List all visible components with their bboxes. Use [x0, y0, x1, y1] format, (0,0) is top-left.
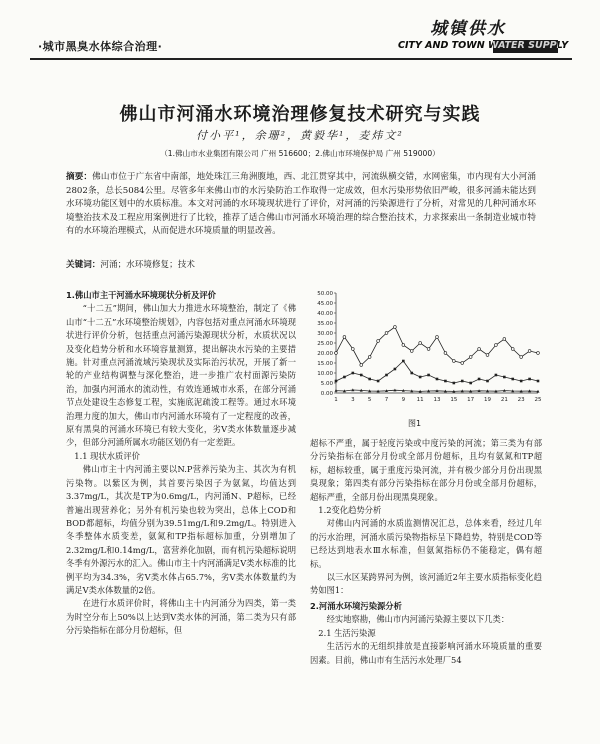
x-tick-label: 25 [534, 397, 542, 403]
article-authors: 付小平¹，余珊²，黄毅华¹，麦炜文² [196, 129, 404, 142]
data-point [351, 348, 354, 351]
paragraph-6: 以三水区某跨界河为例，该河涌近2年主要水质指标变化趋势如图1： [310, 572, 542, 596]
section-tag: ·城市黑臭水体综合治理· [38, 40, 163, 53]
data-point [335, 352, 338, 355]
data-point [528, 350, 531, 353]
y-tick-label: 10.00 [317, 371, 333, 377]
subsection-heading-1-1: 1.1 现状水质评价 [74, 450, 140, 461]
data-point [368, 378, 371, 381]
paragraph-1: “十二五”期间，佛山加大力推进水环境整治，制定了《佛山市“十二五”水环境整治规划》，内容包括对重点河涌水环境现状进行评价分析，包括重点河涌污染源现状分析，水质状况以及变化趋势分析和水环境容量测算，提出解决水污染的主要措施。针对重点河涌流域污染现状及实际治污状况，开展了新一轮的产业结构调整与深化整治，进一步推广农村面源污染防治，加强内河涌水的流动性，有效连通城市水系，在部分河涌节点处建设生态修复工程，实施底泥疏浚工程等。通过水环境治理力度的加大，佛山市内河涌水环境有了一定程度的改善，原有黑臭的河涌水环境已有较大变化，劣Ⅴ类水体数量逐步减少，但部分河涌所属水功能区划仍有一定差距。 [66, 303, 296, 448]
keywords [66, 258, 195, 270]
data-point [402, 360, 405, 363]
data-point [495, 374, 498, 377]
data-point [461, 380, 464, 383]
data-point [377, 380, 380, 383]
paragraph-3: 在进行水质评价时，将佛山主十内河涌分为四类，第一类为时空分布上50%以上达到Ⅴ类水体的河涌，第二类为只有部分污染指标在部分月份超标，但 [66, 598, 296, 636]
data-point [478, 378, 481, 381]
subsection-heading-1-2: 1.2变化趋势分析 [318, 505, 382, 516]
data-point [486, 354, 489, 357]
keywords-text: 河涌；水环境修复；技术 [100, 260, 195, 270]
data-point [486, 380, 489, 383]
data-point [436, 378, 439, 381]
series-line-cod [336, 327, 538, 365]
abstract [66, 171, 536, 239]
keywords-label: 关键词： [66, 260, 101, 270]
data-point [495, 344, 498, 347]
y-tick-label: 45.00 [317, 301, 333, 307]
data-point [537, 352, 540, 355]
data-point [419, 376, 422, 379]
x-tick-label: 17 [467, 397, 475, 403]
data-point [394, 326, 397, 329]
x-tick-label: 23 [517, 397, 525, 403]
journal-logo-cn: 城镇供水 [430, 19, 506, 39]
y-tick-label: 5.00 [320, 381, 333, 387]
data-point [394, 368, 397, 371]
paragraph-7: 经实地察勘，佛山市内河涌污染源主要以下几类： [326, 614, 510, 625]
data-point [511, 378, 514, 381]
data-point [520, 356, 523, 359]
data-point [503, 338, 506, 341]
data-point [360, 374, 363, 377]
x-tick-label: 11 [416, 397, 424, 403]
data-point [385, 374, 388, 377]
data-point [503, 376, 506, 379]
data-point [427, 348, 430, 351]
data-point [469, 382, 472, 385]
paragraph-5: 对佛山内河涌的水质监测情况汇总，总体来看，经过几年的污水治理，河涌水质污染物指标呈下降趋势，特别是COD等已经达到地表水Ⅲ水标准，但氨氮指标仍不能稳定，偶有超标。 [310, 518, 542, 569]
article-title: 佛山市河涌水环境治理修复技术研究与实践 [119, 104, 481, 125]
data-point [410, 350, 413, 353]
journal-logo-en-text: CITY AND TOWN WATER SUPPLY [398, 40, 569, 51]
y-tick-label: 15.00 [317, 361, 333, 367]
y-tick-label: 40.00 [317, 311, 333, 317]
data-point [511, 348, 514, 351]
data-point [537, 380, 540, 383]
journal-logo-en [398, 40, 568, 51]
x-tick-label: 19 [484, 397, 491, 403]
paragraph-8: 生活污水的无组织排放是直接影响河涌水环境质量的重要因素。目前，佛山市有生活污水处理厂54 [310, 641, 542, 665]
y-tick-label: 50.00 [317, 291, 333, 297]
column-right [310, 437, 542, 667]
y-tick-label: 30.00 [317, 331, 333, 337]
section-heading-1: 1.佛山市主干河涌水环境现状分析及评价 [66, 290, 216, 300]
x-tick-label: 1 [334, 397, 338, 403]
paragraph-2: 佛山市主十内河涌主要以N.P营养污染为主、其次为有机污染物。以紫区为例，其首要污染因子为氨氮，均值达到3.37mg/L，其次是TP为0.6mg/L，内河涌N、P超标，已经普遍出现营养化；另外有机污染也较为突出，总体上COD和BOD都超标，均值分别为39.51mg/L和9.2mg/L。特别进入冬季整体水质变差，氨氮和TP指标超标加重，分别增加了2.32mg/L和0.14mg/L，富营养化加剧，而有机污染超标说明冬季有外源污水的汇入。佛山市主十内河涌满足Ⅴ类水标准的比例平均为34.3%，劣Ⅴ类水体占65.7%，劣Ⅴ类水体数量约为满足Ⅴ类水体数量的2倍。 [66, 464, 297, 595]
data-point [352, 372, 355, 375]
data-point [461, 362, 464, 365]
abstract-label: 摘要： [66, 172, 93, 182]
x-tick-label: 15 [450, 397, 458, 403]
section-heading-2: 2.河涌水环境污染源分析 [310, 600, 402, 611]
x-tick-label: 3 [351, 397, 355, 403]
data-point [368, 356, 371, 359]
data-point [528, 378, 531, 381]
data-point [436, 336, 439, 339]
data-point [385, 332, 388, 335]
data-point [335, 380, 338, 383]
article-affiliation: （1.佛山市水业集团有限公司 广州 516600；2.佛山市环境保护局 广州 519000） [160, 149, 440, 158]
data-point [419, 342, 422, 345]
figure-1-caption: 图1 [408, 419, 422, 428]
data-point [427, 374, 430, 377]
data-point [343, 376, 346, 379]
data-point [444, 352, 447, 355]
data-point [453, 382, 456, 385]
x-tick-label: 9 [401, 397, 406, 403]
x-tick-label: 13 [433, 397, 441, 403]
figure-1-chart [306, 287, 546, 407]
data-point [410, 372, 413, 375]
abstract-text: 佛山市位于广东省中南部，地处珠江三角洲腹地，西、北江贯穿其中，河流纵横交错，水网密集，市内现有大小河涌2802条，总长5084公里。尽管多年来佛山市的水污染防治工作取得一定成效，但水污染形势依旧严峻，很多河涌未能达到水环境功能区划中的水质标准。本文对河涌的水环境现状进行了评价，对河涌的污染源进行了分析，对常见的几种河涌水环境整治技术及工程应用案例进行了比较，推荐了适合佛山市河涌水环境治理的综合整治技术，力求探索出一条制造业城市特有的水环境治理模式，从而促进水环境质量的明显改善。 [66, 172, 536, 236]
data-point [444, 380, 447, 383]
y-tick-label: 0.00 [320, 391, 333, 397]
data-point [478, 348, 481, 351]
y-tick-label: 25.00 [317, 341, 333, 347]
data-point [520, 380, 523, 383]
header-rule [30, 58, 572, 60]
subsection-heading-2-1: 2.1 生活污染源 [318, 627, 376, 638]
data-point [452, 360, 455, 363]
data-point [343, 336, 346, 339]
x-tick-label: 5 [367, 397, 372, 403]
data-point [360, 364, 363, 367]
paragraph-4: 超标不严重，属于轻度污染或中度污染的河流；第三类为有部分污染指标在部分月份或全部月份超标，且均有氨氮和TP超标，超标较重，属于重度污染河流，并有极少部分月份出现黑臭现象；第四类有部分污染指标在部分月份或全部月份超标，超标严重，全部月份出现黑臭现象。 [310, 438, 542, 502]
data-point [402, 344, 405, 347]
y-tick-label: 20.00 [317, 351, 333, 357]
data-point [377, 340, 380, 343]
y-tick-label: 35.00 [317, 321, 333, 327]
column-left [66, 287, 296, 638]
data-point [469, 356, 472, 359]
x-tick-label: 7 [384, 397, 389, 403]
x-tick-label: 21 [500, 397, 508, 403]
